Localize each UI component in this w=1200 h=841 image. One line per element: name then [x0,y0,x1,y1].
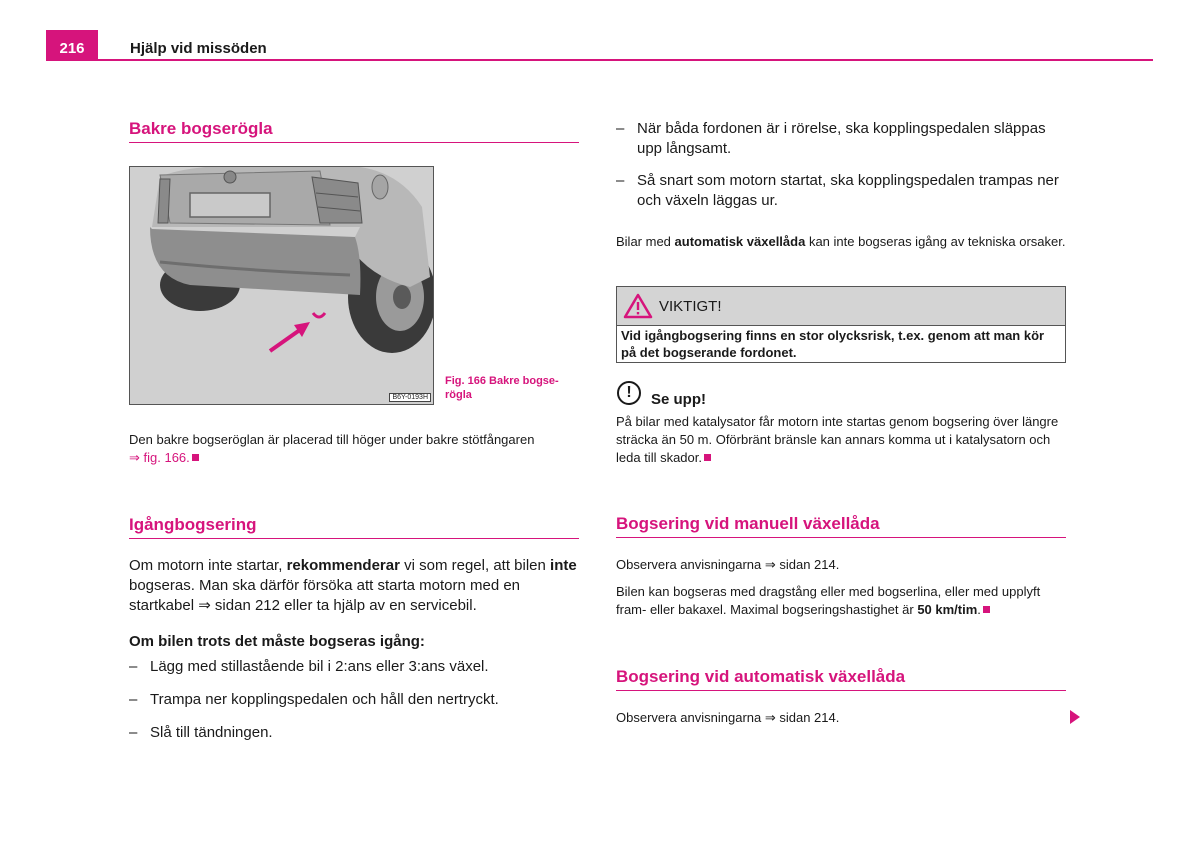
section-title-automatic-gearbox: Bogsering vid automatisk växellåda [616,667,1066,691]
automatic-gearbox-note [616,233,1066,251]
caution-exclamation-icon: ! [617,381,641,405]
paragraph-text: vi som regel, att bilen [399,557,546,574]
step-item: – När båda fordonen är i rörelse, ska kopplingspedalen släppas upp långsamt. [616,119,1068,159]
chapter-title: Hjälp vid missöden [130,40,267,57]
step-text: Slå till tändningen. [150,724,273,741]
step-item: – Så snart som motorn startat, ska kopplingspedalen trampas ner och växeln läggas ur. [616,171,1068,211]
paragraph-text: bogseras. Man ska därför försöka att starta motorn med en startkabel ⇒ sidan 212 eller ta hjälp av en servicebil. [129,577,521,614]
emphasis-automatic: automatisk växellåda [674,234,806,249]
step-item: – Trampa ner kopplingspedalen och håll den nertryckt. [129,690,581,710]
emphasis-recommend: rekommenderar [286,557,400,574]
step-text: Trampa ner kopplingspedalen och håll den nertryckt. [150,691,499,708]
figure-rear-towing-eye [129,166,434,405]
warning-triangle-icon [623,293,653,319]
caution-paragraph [616,413,1068,467]
note-text: Bilar med [616,234,675,249]
paragraph-text: Om motorn inte startar, [129,557,287,574]
step-text: När båda fordonen är i rörelse, ska kopplingspedalen släppas upp långsamt. [637,120,1046,157]
end-of-section-mark [983,606,990,613]
description-text: Den bakre bogseröglan är placerad till höger under bakre stötfångaren [129,432,535,447]
caution-title: Se upp! [651,391,706,408]
header-rule [46,59,1153,61]
emphasis-speed: 50 km/tim [917,602,978,617]
end-of-section-mark [192,454,199,461]
warning-text: Vid igångbogsering finns en stor olycksrisk, t.ex. genom att man kör på det bogserande fordonet. [621,328,1045,360]
paragraph-text: Bilen kan bogseras med dragstång eller med bogserlina, eller med upplyft fram- eller bakaxel. Maximal bogseringshastighet är [616,584,1041,617]
emphasis-not: inte [550,557,577,574]
figure-reference-link[interactable]: ⇒ fig. 166. [129,450,190,465]
end-of-section-mark [704,454,711,461]
step-item: – Slå till tändningen. [129,723,581,743]
page-number: 216 [59,40,85,57]
rear-towing-eye-description [129,431,579,467]
warning-header [617,287,1065,326]
figure-code: B6Y-0193H [389,393,431,402]
bump-start-paragraph [129,556,581,616]
continue-arrow-icon[interactable] [1070,710,1080,724]
bump-start-subheading: Om bilen trots det måste bogseras igång: [129,633,425,650]
note-text: kan inte bogseras igång av tekniska orsaker. [805,234,1066,249]
section-title-bump-start: Igångbogsering [129,515,579,539]
paragraph-text: . [977,602,981,617]
step-text: Så snart som motorn startat, ska kopplingspedalen trampas ner och växeln läggas ur. [637,172,1059,209]
manual-gearbox-reference: Observera anvisningarna ⇒ sidan 214. [616,557,840,572]
figure-caption: Fig. 166 Bakre bogse-rögla [445,375,559,401]
automatic-gearbox-reference: Observera anvisningarna ⇒ sidan 214. [616,710,840,725]
car-rear-illustration [130,167,433,404]
warning-title: VIKTIGT! [659,298,722,315]
section-title-rear-towing-eye: Bakre bogserögla [129,119,579,143]
section-title-manual-gearbox: Bogsering vid manuell växellåda [616,514,1066,538]
step-item: – Lägg med stillastående bil i 2:ans eller 3:ans växel. [129,657,581,677]
manual-gearbox-paragraph [616,583,1068,619]
caution-text: På bilar med katalysator får motorn inte startas genom bogsering över längre sträcka än 50 m. Oförbränt bränsle kan annars komma ut i katalysatorn och leda till skador. [616,414,1059,465]
warning-box [616,286,1066,363]
step-text: Lägg med stillastående bil i 2:ans eller 3:ans växel. [150,658,489,675]
